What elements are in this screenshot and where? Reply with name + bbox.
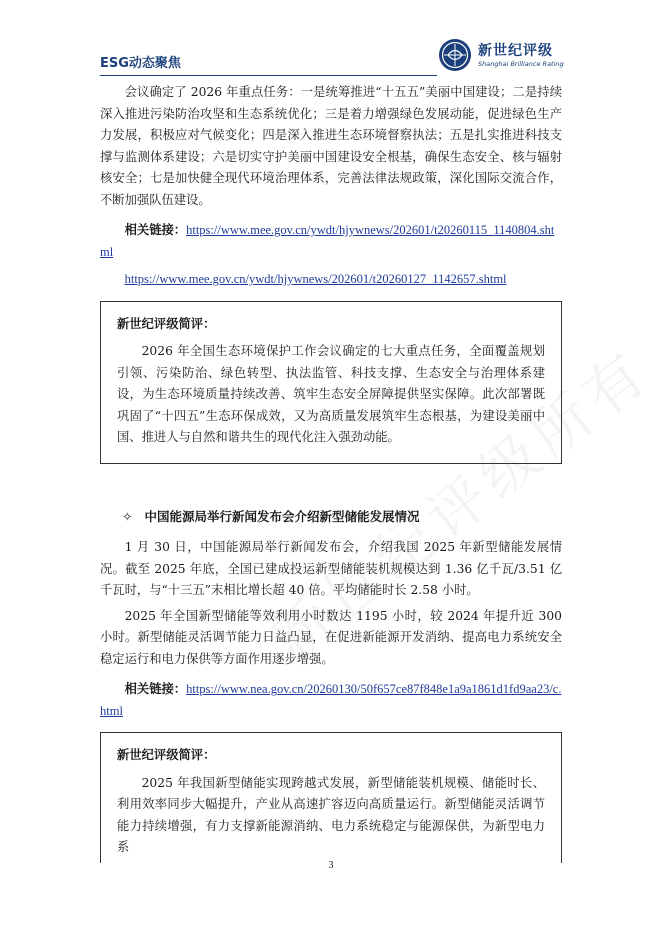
mee-link-1[interactable]: https://www.mee.gov.cn/ywdt/hjywnews/202601/t20260115_1140804.shtml xyxy=(100,223,555,259)
nea-link[interactable]: https://www.nea.gov.cn/20260130/50f657ce87f848e1a9a1861d1fd9aa23/c.html xyxy=(100,682,562,718)
energy-storage-paragraph-2: 2025 年全国新型储能等效利用小时数达 1195 小时，较 2024 年提升近 300 小时。新型储能灵活调节能力日益凸显，在促进新能源开发消纳、提高电力系统安全稳定运行和电力保供等方面作用逐步增强。 xyxy=(100,608,562,666)
comment-text: 2025 年我国新型储能实现跨越式发展，新型储能装机规模、储能时长、利用效率同步大幅提升，产业从高速扩容迈向高质量运行。新型储能灵活调节能力持续增强，有力支撑新能源消纳、电力系统稳定与能源保供，为新型电力系 xyxy=(117,775,545,854)
comment-title: 新世纪评级简评： xyxy=(117,316,216,331)
meeting-tasks-paragraph: 会议确定了 2026 年重点任务：一是统筹推进“十五五”美丽中国建设；二是持续深入推进污染防治攻坚和生态系统优化；三是着力增强绿色发展动能，促进绿色生产力发展，积极应对气候变化；四是深入推进生态环境督察执法；五是扎实推进科技支撑与监测体系建设；六是切实守护美丽中国建设安全根基，确保生态安全、核与辐射核安全；七是加快健全现代环境治理体系，完善法律法规政策，深化国际交流合作，不断加强队伍建设。 xyxy=(100,85,562,207)
rating-comment-box-2 xyxy=(100,732,562,863)
company-logo-icon xyxy=(438,38,472,72)
logo-english-name: Shanghai Brilliance Rating xyxy=(478,60,564,68)
page-number: 3 xyxy=(328,860,334,871)
energy-storage-paragraph-1: 1 月 30 日，中国能源局举行新闻发布会，介绍我国 2025 年新型储能发展情况。截至 2025 年底，全国已建成投运新型储能装机规模达到 1.36 亿千瓦/3.51 亿千瓦时，与“十三五”末相比增长超 40 倍。平均储能时长 2.58 小时。 xyxy=(100,540,562,597)
section-heading xyxy=(100,506,562,528)
related-links-label: 相关链接： xyxy=(124,681,187,696)
related-links-1 xyxy=(100,219,562,263)
section-heading-text: 中国能源局举行新闻发布会介绍新型储能发展情况 xyxy=(144,508,420,524)
related-links-label: 相关链接： xyxy=(124,222,187,237)
document-body xyxy=(100,82,562,863)
related-links-1b xyxy=(100,269,562,291)
comment-title: 新世纪评级简评： xyxy=(117,748,216,762)
header-title: ESG动态聚焦 xyxy=(100,56,181,71)
related-links-2 xyxy=(100,678,562,722)
mee-link-2[interactable]: https://www.mee.gov.cn/ywdt/hjywnews/202601/t20260127_1142657.shtml xyxy=(124,272,507,286)
rating-comment-box-1 xyxy=(100,301,562,464)
diamond-bullet-icon: ✧ xyxy=(122,508,133,524)
page-header xyxy=(100,36,562,76)
comment-text: 2026 年全国生态环境保护工作会议确定的七大重点任务，全面覆盖规划引领、污染防治、绿色转型、执法监管、科技支撑、生态安全与治理体系建设，为生态环境质量持续改善、筑牢生态安全屏障提供坚实保障。此次部署既巩固了“十四五”生态环保成效，又为高质量发展筑牢生态根基，为建设美丽中国、推进人与自然和谐共生的现代化注入强劲动能。 xyxy=(117,344,545,444)
logo-chinese-name: 新世纪评级 xyxy=(478,43,553,59)
header-divider xyxy=(100,75,437,76)
